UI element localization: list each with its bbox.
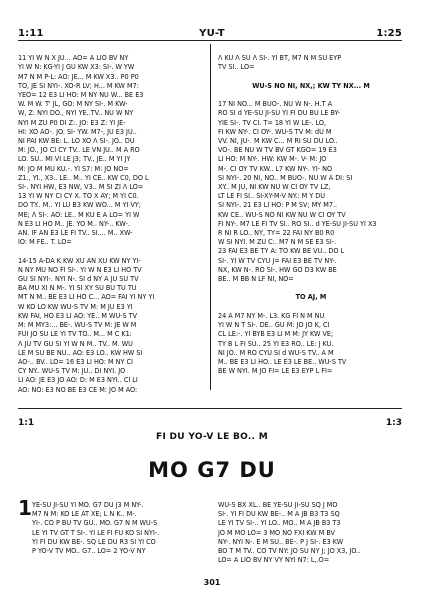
chapter-number: 1 <box>18 496 32 520</box>
page-number: 301 <box>203 578 221 587</box>
bottom-right-column: WU-S BX XL.. BE YE-SU JI-SU SQ J MO SI-. YI FI DU KW BE-.. M A JB B3 T3 SQ LE YI TV SI-.. YI LO.. MO.. M A JB B3 T3 JO M MO LO= 3 MO NO FXI KW M BV NY-. NYI N-. E M SU.. BE-. P J SI-. E3 KW BO T M TV.. CO TV NY: JO SU NY J; JO X3, JO.. LO= A LIO BV NY VY NYI N7: L,.O= <box>218 500 361 565</box>
mid-header-left-reference: 1:1 <box>18 418 35 428</box>
header-rule <box>18 40 402 41</box>
left-paragraph-1: 11 YI W N X JU... AO= A LIO BV NY YI W N: KG-YI J GU KW X3: SI-. W YW M7 N M P-L: AO: JE... M KW X3.. P0 P0 TO, JE SI NYI-. XO-R LV; H... M KW M7: YEO= 12 E3 LI HO: M NY NU W... BE E3 W. M W. T' JL, GO: M NY SI-. M KW- W, Z: NYI DO., NYI YE..TV.. NU W NY NYI M ZU P0 DI Z:. JO: E3 Z: YI JE- HI: XO AO-. JO. SI- YW. M7-, JU E3 JU.. NI PAI KW BE: L. LO XO Λ SI-. JO.. DU M: JO., JO CI CY TV.. LE VN JU.. M A RO LO. SU.. MI VI LE J3; TV., JE.. M YI JY M: JO M MU KU.-. YI S7: M: JO NO= Z1., YI., X3.. LE.. M.. YI CE.. KW C0, DO L SI-. NYI HW, E3 NW, V3.. M SI ZI Λ LO= 13 YI W NY CI CY X. TO X AY; M YI C0. DO TY.. M.. YI LU B3 KW WO... M YI VY; ME; Λ SI-. AO: LE.. M KU E A LO= YI W N E3 LI HO M.. JE. YO M.. NY-.. KW-. AN. IF AN E3 LE FI TV.. SI.... M.. XW- IO: M FE.. T. LO= <box>18 53 149 247</box>
section-heading-1: WU-S NO NI, NX,; KW TY NX... M <box>252 80 370 90</box>
right-paragraph-2: 17 NI NO... M BUO-. NU W N-. H.T A RO SI d YE-SU JI-SU YI FI DU BU LE BY- YIE SI-. TV CI. T= 18 YI W LE-. LO, FI KW NY-. CI OY-. WU-S TV M: dU M VV. NI, JU-. M KW C... M RI SU DU LO.. VO-. BE NU W TV BV GT KGO= 19 E3 LI HO: M NY-. HW: KW M-. V- M: JO M-. CI OY TV KW.. L7 KW NY-. YI- NO SI NYI-. 20 NI, NO.. M BUO-. NU W A DI: SI XY.. M JU, NI KW NU W CI OY TV LZ, LT LE FI SI.. SI-XY-M-V NY.: M Y DU SI NYI-. 21 E3 LI HO: P M SV; MY M7.. KW CE.. WU-S NO NI KW NU W CI OY TV FI NY-. M7 LE FI TV SI.. RO SI.. d YE-SU JI-SU YI X3 R NI R LO.. NY, TY= 22 FAI NY B0 R0 W SI NYI. M ZU C:. M7 N M SE E3 SI-. 23 FAI E3 BE TY A: TO KW BE VU.. DO L SI-. YI W TV CYU J= FAI E3 BE TV NY-. NX, KW N-. RO SI-. HW GO D3 KW BE BE.. M BB N LF NI, NO= <box>218 99 377 284</box>
left-text-column <box>18 44 204 403</box>
header-right-reference: 1:25 <box>376 28 402 39</box>
bottom-left-column: YE-SU JI-SU YI MO. G7 DU J3 M NY-. M7 N M: KO LE AT XE; L N K.. M-. YI-. CO P BU TV GU.. MO. G7 N M WU-S LE YI TV GT T SI-. YI LE FI FU KO SI NYI-. YI FI DU KW BE-. SQ LE DU R3 SI YI CO P YO-V TV MO.. G7.. LO= 2 YO-V NY <box>32 500 160 556</box>
book-subtitle: FI DU YO-V LE BO.. M <box>156 432 268 442</box>
section-heading-2: TO AJ, M <box>295 292 327 302</box>
header-left-reference: 1:11 <box>18 28 44 39</box>
mid-header-right-reference: 1:3 <box>385 418 402 428</box>
right-paragraph-1: Λ KU Λ SU Λ SI-. YI BT, M7 N M SU EYP TV SI.. LO= <box>218 53 342 72</box>
book-title: MO G7 DU <box>148 458 276 482</box>
header-book-name: YU-T <box>199 28 225 39</box>
right-text-column <box>218 44 404 385</box>
section-rule <box>18 408 402 409</box>
left-paragraph-2: 14-15 A-DA K KW XU AN XU KW NY YI- N NY MU NO FI SI-. YI W N E3 LI HO TV GU SI NYI-. NYI N-. SI d NY A JU SU TV BA MU XI N M-. YI SI XY SU BU TU TU MT N M.. BE E3 LI HO C... AO= FAI YI NY YI W KO LO KW WU-S TV M: M JU E3 YI KW FAI, HO E3 LI AO: YE.. M WU-S TV M: M MY3:... BE-. WU-S TV M: JE W M FUI JO SU LE YI TV TO.. M... M C K1: Λ JU TV GU SI YI W N M.. TV.. M. WU LE M SU BE NU.. AO: E3 LO.. KW HW SI AO-.. BV.. LO= 16 E3 LI HO: M NY CI CY NY.. WU-S TV M: JU.. DI NYI. JO LI AO: JE E3 JO AO: D: M E3 NYI.. CI LI AO: NO: E3 NO BE E3 CE M: JO M AO: <box>18 255 155 394</box>
column-divider <box>210 44 211 390</box>
right-paragraph-3: 24 A M7 NY M-. L3. KG FI N M NU YI W N T SI-. DE.. GU M: JO JO K, CI CL LE:-. YI BYB E3 LI M M: JY KW VE; TY B L FI SU.. 25 YI E3 RO.. LE: J KU. NI JO.. M RO CYU SI d WU-S TV.. A M M.. BE E3 LI HO.. LE E3 LE BE.. WU-S TV BE W NYI. M JO FI= LE E3 EYP L FI= <box>218 310 347 376</box>
